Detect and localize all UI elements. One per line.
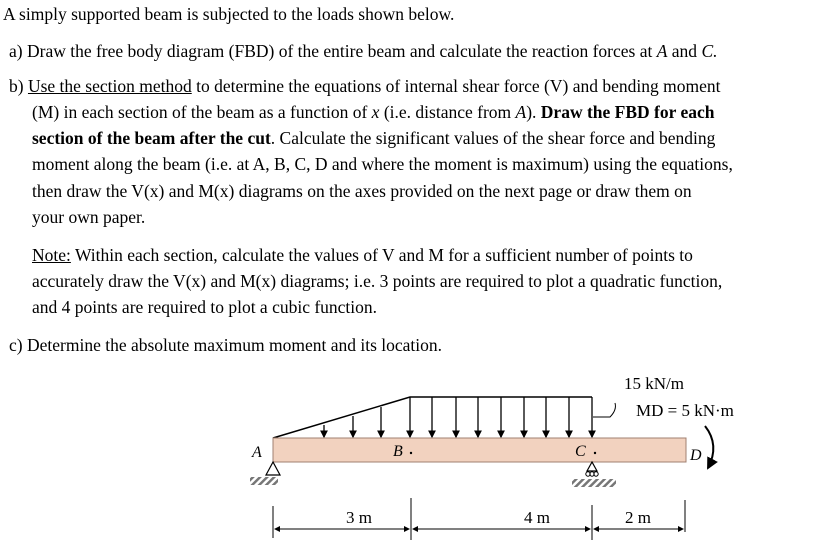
moment-arrow-icon	[705, 426, 713, 468]
part-a-text: Draw the free body diagram (FBD) of the entire beam and calculate the reaction forces at	[26, 41, 653, 61]
part-b-l1-rest: to determine the equations of internal shear force (V) and bending moment	[196, 76, 721, 96]
text: ).	[526, 102, 537, 122]
point-c-ref: C.	[701, 41, 718, 61]
x-var: x	[371, 102, 380, 122]
label-b: B	[393, 443, 403, 460]
load-label: 15 kN/m	[624, 374, 684, 393]
roller-support-icon	[572, 462, 616, 487]
text: (i.e. distance from	[383, 102, 512, 122]
load-leader	[593, 403, 615, 417]
point-a-ref: A	[515, 102, 527, 122]
part-b-line-4: moment along the beam (i.e. at A, B, C, D and where the moment is maximum) using the equations,	[32, 154, 733, 174]
part-c-prefix: c)	[9, 335, 23, 355]
moment-label: MD = 5 kN·m	[636, 401, 734, 420]
bold-instruction: Draw the FBD for each	[540, 102, 715, 122]
part-a-prefix: a)	[9, 41, 23, 61]
note-line-3: and 4 points are required to plot a cubic function.	[32, 297, 378, 317]
and-text: and	[671, 41, 698, 61]
text: . Calculate the significant values of the shear force and bending	[270, 128, 716, 148]
part-b-line-6: your own paper.	[32, 207, 146, 227]
label-d: D	[690, 447, 702, 464]
point-b-dot	[410, 452, 412, 454]
bold-instruction: section of the beam after the cut	[32, 128, 271, 148]
note-label: Note:	[32, 245, 71, 265]
note-line-2: accurately draw the V(x) and M(x) diagrams; i.e. 3 points are required to plot a quadratic function,	[32, 271, 723, 291]
load-arrows	[324, 397, 592, 437]
point-c-dot	[594, 452, 596, 454]
point-a-ref: A	[656, 41, 668, 61]
dim-cd: 2 m	[625, 508, 651, 527]
label-a: A	[252, 444, 262, 461]
label-c: C	[575, 443, 586, 460]
beam	[273, 438, 686, 462]
text: (M) in each section of the beam as a function of	[32, 102, 368, 122]
dim-bc: 4 m	[524, 508, 550, 527]
part-b-prefix: b)	[9, 76, 24, 96]
section-method-text: Use the section method	[27, 76, 192, 96]
dimension-lines	[273, 498, 685, 540]
intro-text: A simply supported beam is subjected to the loads shown below.	[3, 4, 455, 24]
pin-support-icon	[250, 462, 280, 485]
part-c-text: Determine the absolute maximum moment and its location.	[26, 335, 443, 355]
text: Within each section, calculate the values of V and M for a sufficient number of points to	[74, 245, 693, 265]
dim-ab: 3 m	[346, 508, 372, 527]
part-b-line-5: then draw the V(x) and M(x) diagrams on the axes provided on the next page or draw them on	[32, 181, 692, 201]
